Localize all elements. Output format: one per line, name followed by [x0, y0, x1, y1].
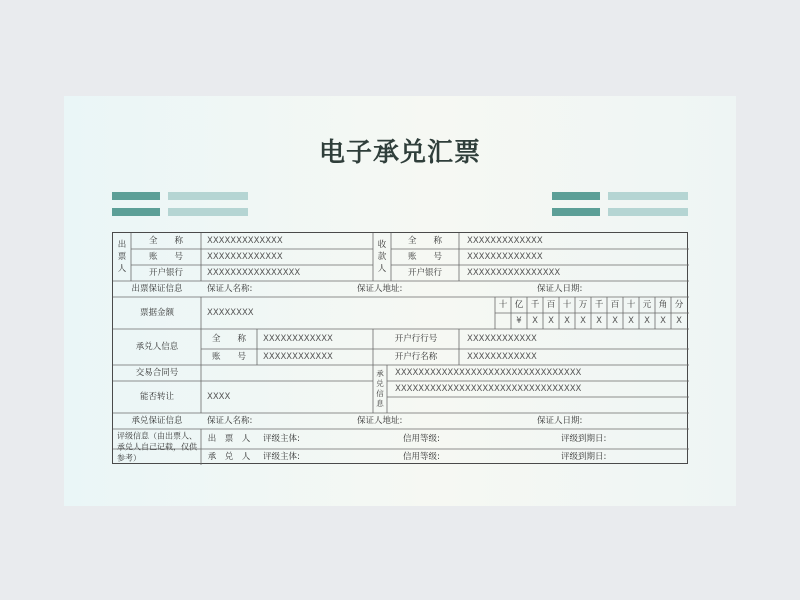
payee-account-label: 账 号 [407, 251, 443, 262]
acceptor-bank-no-value[interactable]: XXXXXXXXXXXX [467, 333, 537, 344]
draft-form [112, 232, 688, 464]
drawer-name-label: 全 称 [148, 235, 184, 246]
amount-digit-value[interactable]: X [580, 315, 586, 326]
decor-bar [552, 208, 600, 216]
decor-bar [168, 208, 248, 216]
rating-drawer-label: 出 票 人 [207, 433, 251, 444]
decor-bar [112, 192, 160, 200]
payee-bank-label: 开户银行 [407, 267, 443, 278]
amount-digit-header: 千 [530, 299, 540, 310]
drawer-guarantor-name: 保证人名称: [207, 283, 253, 294]
amount-digit-header: 十 [562, 299, 572, 310]
rating-acceptor-label: 承 兑 人 [207, 451, 251, 462]
acceptor-account-value[interactable]: XXXXXXXXXXXX [263, 351, 333, 362]
amount-digit-header: 亿 [514, 299, 524, 310]
payee-account-value[interactable]: XXXXXXXXXXXXX [467, 251, 543, 262]
drawer-bank-value[interactable]: XXXXXXXXXXXXXXXX [207, 267, 301, 278]
acceptor-guarantee-date: 保证人日期: [537, 415, 583, 426]
acceptor-guarantor-address: 保证人地址: [357, 415, 403, 426]
acceptor-guarantee-label: 承兑保证信息 [131, 415, 183, 426]
amount-digit-value[interactable]: ¥ [516, 315, 522, 326]
rating-acceptor-subject: 评级主体: [263, 451, 300, 462]
acceptor-account-label: 账 号 [211, 351, 247, 362]
amount-digit-value[interactable]: X [628, 315, 634, 326]
transferable-value[interactable]: XXXX [207, 391, 231, 402]
rating-acceptor-expiry: 评级到期日: [561, 451, 607, 462]
acceptor-guarantor-name: 保证人名称: [207, 415, 253, 426]
acceptor-name-value[interactable]: XXXXXXXXXXXX [263, 333, 333, 344]
amount-digit-header: 角 [658, 299, 668, 310]
amount-value[interactable]: XXXXXXXX [207, 307, 254, 318]
acceptor-bank-no-label: 开户行行号 [394, 333, 438, 344]
amount-digit-header: 百 [610, 299, 620, 310]
decor-bar [112, 208, 160, 216]
payee-bank-value[interactable]: XXXXXXXXXXXXXXXX [467, 267, 561, 278]
decor-bar [552, 192, 600, 200]
rating-drawer-level: 信用等级: [403, 433, 440, 444]
amount-digit-value[interactable]: X [644, 315, 650, 326]
drawer-side-label: 出票人 [117, 240, 127, 274]
acceptor-name-label: 全 称 [211, 333, 247, 344]
amount-digit-header: 千 [594, 299, 604, 310]
amount-label: 票据金额 [139, 307, 175, 318]
drawer-account-label: 账 号 [148, 251, 184, 262]
amount-digit-header: 十 [626, 299, 636, 310]
amount-digit-header: 百 [546, 299, 556, 310]
acceptance-info-line1[interactable]: XXXXXXXXXXXXXXXXXXXXXXXXXXXXXXXX [395, 367, 582, 378]
acceptor-bank-name-value[interactable]: XXXXXXXXXXXX [467, 351, 537, 362]
drawer-bank-label: 开户银行 [148, 267, 184, 278]
acceptor-bank-name-label: 开户行名称 [394, 351, 438, 362]
grid-lines [113, 233, 689, 465]
rating-label: 评级信息（由出票人、承兑人自己记载，仅供参考） [117, 431, 197, 463]
amount-digit-header: 分 [674, 299, 684, 310]
amount-digit-value[interactable]: X [564, 315, 570, 326]
payee-side-label: 收款人 [377, 240, 387, 274]
payee-name-label: 全 称 [407, 235, 443, 246]
amount-digit-header: 十 [498, 299, 508, 310]
amount-digit-value[interactable]: X [660, 315, 666, 326]
drawer-guarantee-date: 保证人日期: [537, 283, 583, 294]
drawer-guarantor-address: 保证人地址: [357, 283, 403, 294]
acceptance-info-line2[interactable]: XXXXXXXXXXXXXXXXXXXXXXXXXXXXXXXX [395, 383, 582, 394]
amount-digit-header: 万 [578, 299, 588, 310]
payee-name-value[interactable]: XXXXXXXXXXXXX [467, 235, 543, 246]
rating-drawer-expiry: 评级到期日: [561, 433, 607, 444]
amount-digit-value[interactable]: X [612, 315, 618, 326]
amount-digit-value[interactable]: X [532, 315, 538, 326]
amount-digit-value[interactable]: X [596, 315, 602, 326]
drawer-account-value[interactable]: XXXXXXXXXXXXX [207, 251, 283, 262]
amount-digit-value[interactable]: X [548, 315, 554, 326]
amount-digit-header: 元 [642, 299, 652, 310]
contract-label: 交易合同号 [135, 367, 179, 378]
rating-drawer-subject: 评级主体: [263, 433, 300, 444]
decor-bar [608, 208, 688, 216]
decor-bar [608, 192, 688, 200]
bill-card [64, 96, 736, 506]
decor-bar [168, 192, 248, 200]
rating-acceptor-level: 信用等级: [403, 451, 440, 462]
acceptor-label: 承兑人信息 [135, 341, 179, 352]
drawer-name-value[interactable]: XXXXXXXXXXXXX [207, 235, 283, 246]
drawer-guarantee-label: 出票保证信息 [131, 283, 183, 294]
transferable-label: 能否转让 [139, 391, 175, 402]
page-title: 电子承兑汇票 [318, 138, 481, 168]
amount-digit-value[interactable]: X [676, 315, 682, 326]
acceptance-info-label: 承兑信息 [376, 369, 384, 408]
